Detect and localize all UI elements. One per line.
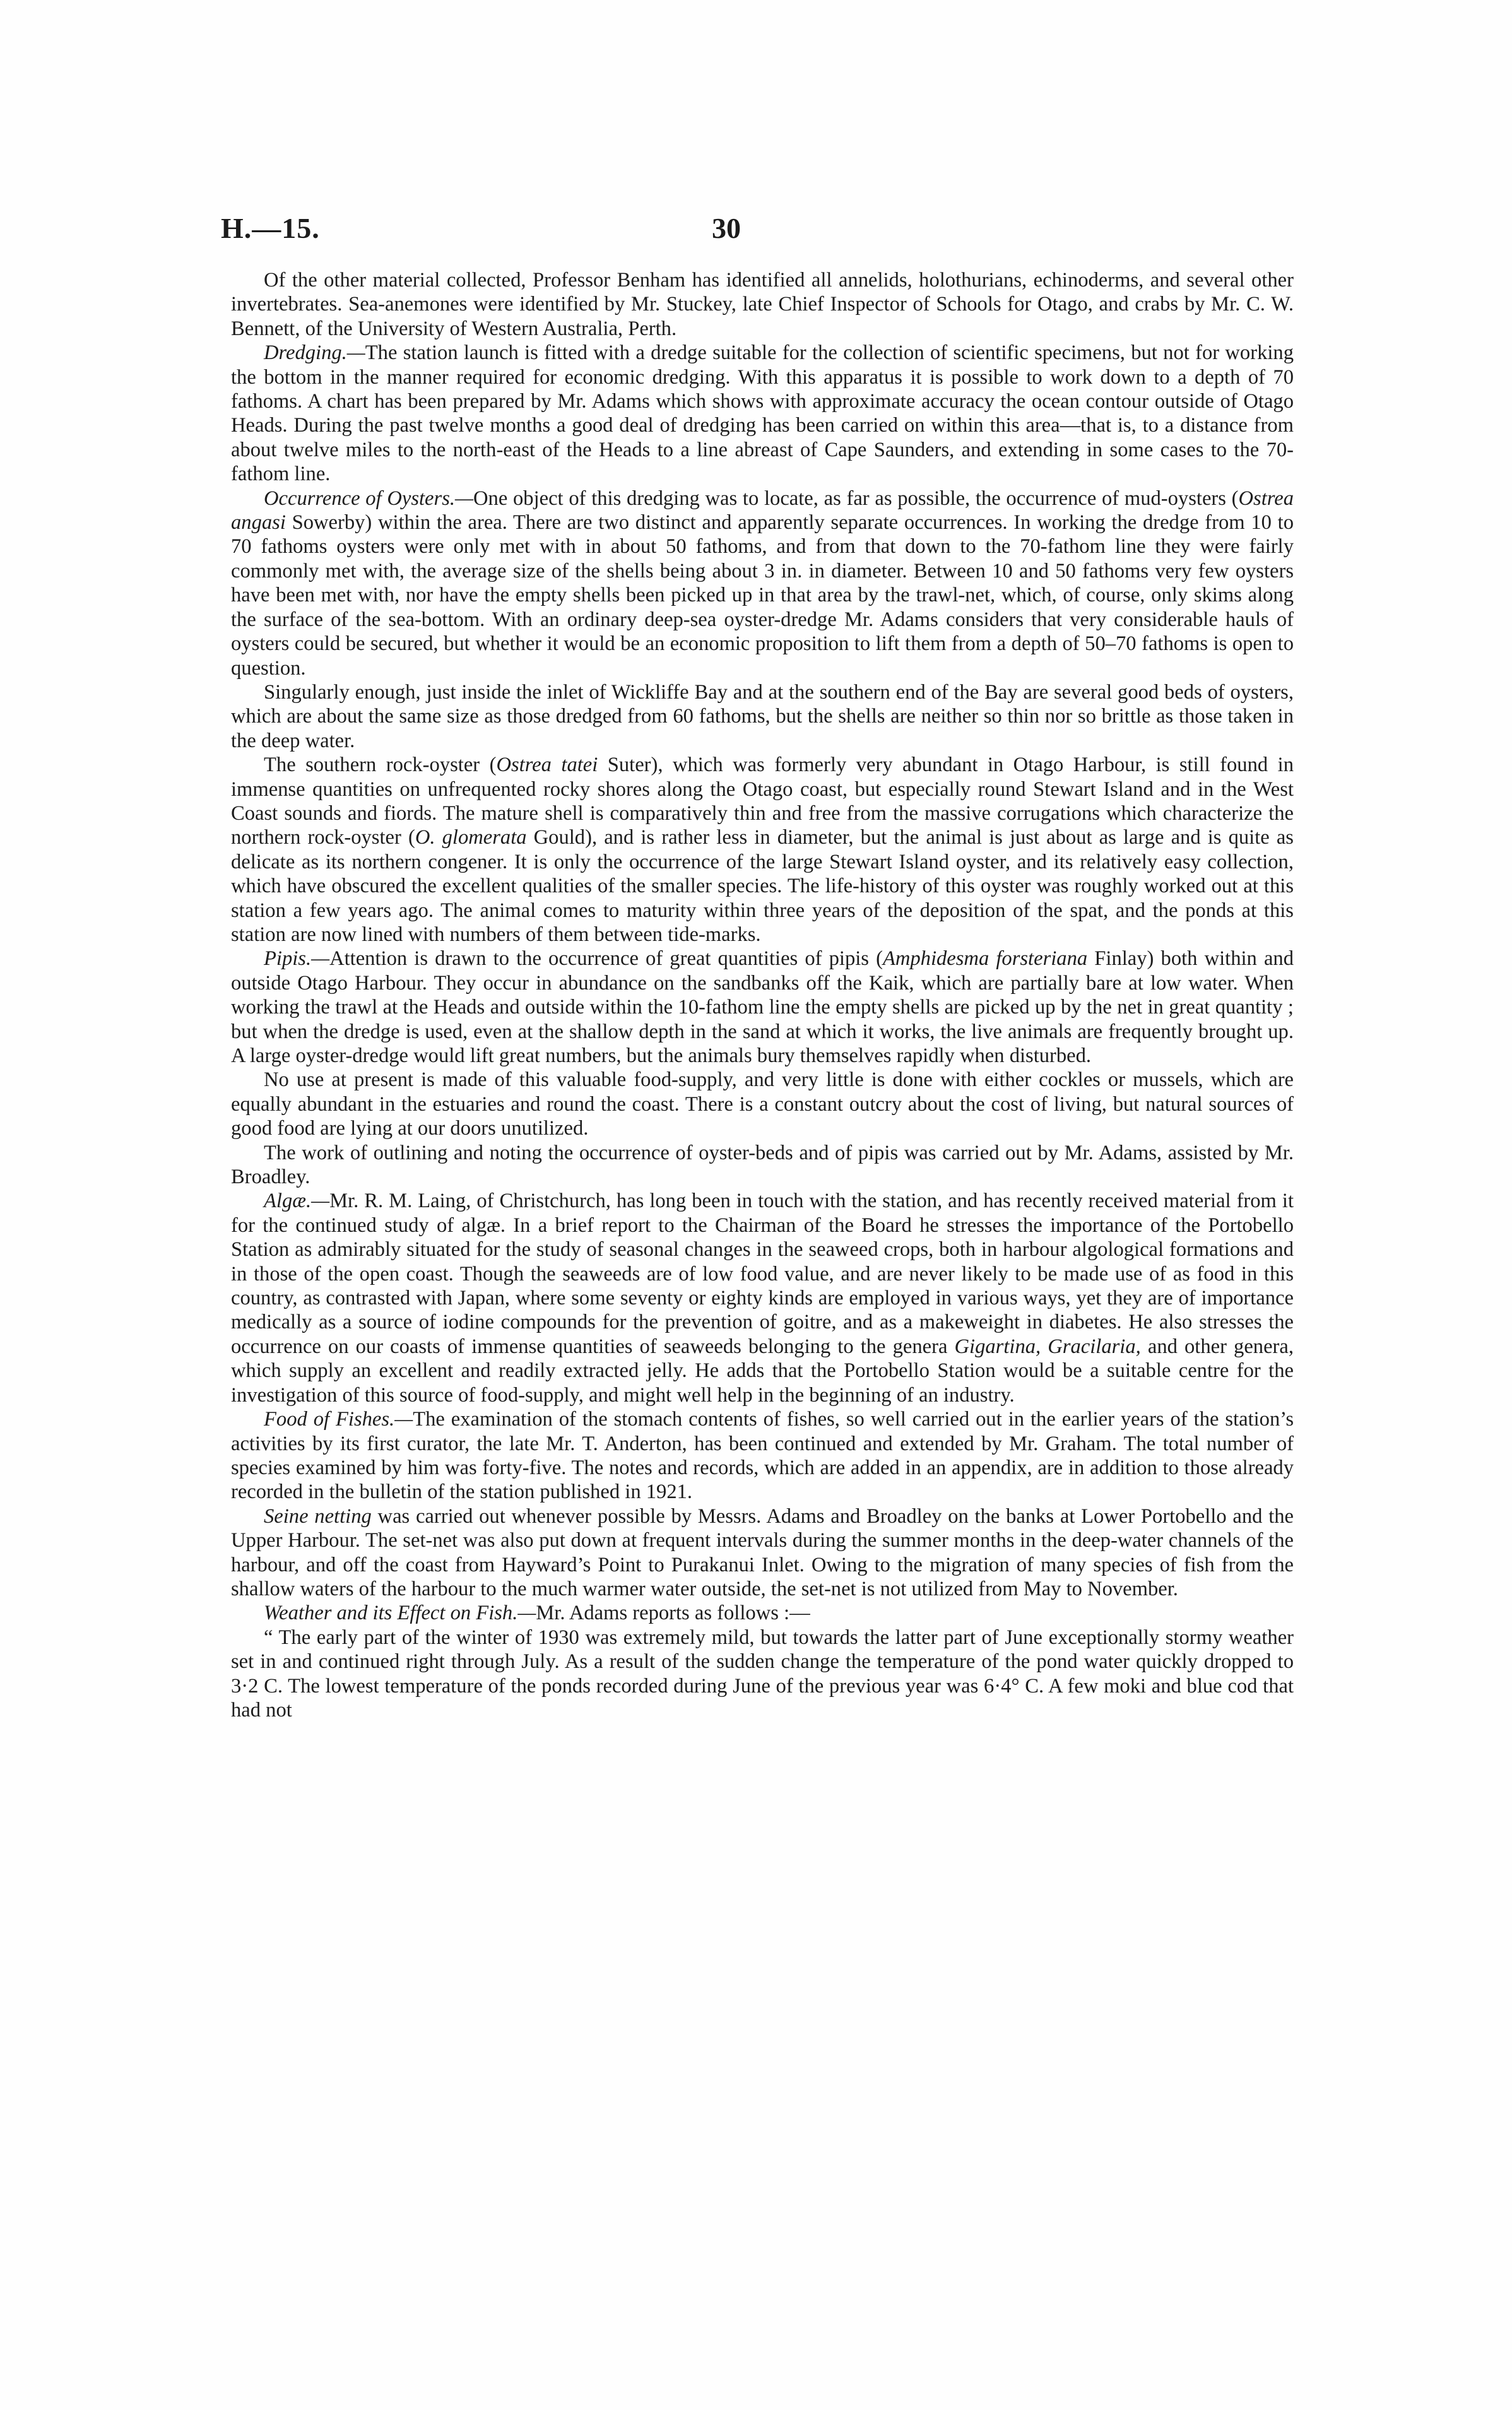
heading-pipis: Pipis.— xyxy=(264,947,330,971)
paragraph-dredging: Dredging.—The station launch is fitted with a dredge suitable for the collection of scientific specimens, but not for working the bottom in the manner required for economic dredging. With this apparatus it is possible to work down to a depth of 70 fathoms. A chart has been prepared by Mr. Adams which shows with approximate accuracy the ocean contour outside of Otago Heads. During the past twelve months a good deal of dredging has been carried on within this area—that is, to a distance from about twelve miles to the north-east of the Heads to a line abreast of Cape Saunders, and extending in some cases to the 70-fathom line. xyxy=(231,341,1294,486)
page-number: 30 xyxy=(712,212,741,244)
species-o-glomerata: O. glomerata xyxy=(415,826,527,849)
heading-algae: Algæ.— xyxy=(264,1190,330,1213)
species-ostrea-angasi: Ostrea angasi xyxy=(231,487,1294,535)
genera-gigartina: Gigartina, Gracilaria, xyxy=(954,1335,1141,1358)
paragraph-seine: Seine netting was carried out whenever possible by Messrs. Adams and Broadley on the banks at Lower Portobello and the Upper Harbour. The set-net was also put down at frequent intervals during the summer months in the deep-water channels of the harbour, and off the coast from Hayward’s Point to Purakanui Inlet. Owing to the migration of many species of fish from the shallow waters of the harbour to the much warmer water outside, the set-net is not utilized from May to November. xyxy=(231,1504,1294,1600)
paragraph-algae: Algæ.—Mr. R. M. Laing, of Christchurch, has long been in touch with the station, and has recently received material from it for the continued study of algæ. In a brief report to the Chairman of the Board he stresses the importance of the Portobello Station as admirably situated for the study of seasonal changes in the seaweed crops, both in harbour algological formations and in those of the open coast. Though the seaweeds are of low food value, and are never likely to be made use of as food in this country, as contrasted with Japan, where some seventy or eighty kinds are employed in various ways, yet they are of importance medically as a source of iodine compounds for the prevention of goitre, and as a makeweight in diabetes. He also stresses the occurrence on our coasts of immense quantities of seaweeds belonging to the genera Gigartina, Gracilaria, and other genera, which supply an excellent and readily extracted jelly. He adds that the Portobello Station would be a suitable centre for the investigation of this source of food-supply, and might well help in the beginning of an industry. xyxy=(231,1190,1294,1407)
paragraph-material: Of the other material collected, Professor Benham has identified all annelids, holothurians, echinoderms, and several other invertebrates. Sea-anemones were identified by Mr. Stuckey, late Chief Inspector of Schools for Otago, and crabs by Mr. C. W. Bennett, of the University of Western Australia, Perth. xyxy=(231,269,1294,340)
paragraph-food-fishes: Food of Fishes.—The examination of the stomach contents of fishes, so well carried out in the earlier years of the station’s activities by its first curator, the late Mr. T. Anderton, has been continued and extended by Mr. Graham. The total number of species examined by him was forty-five. The notes and records, which are added in an appendix, are in addition to those already recorded in the bulletin of the station published in 1921. xyxy=(231,1408,1294,1504)
heading-food-fishes: Food of Fishes.— xyxy=(264,1408,413,1431)
paragraph-quote: “ The early part of the winter of 1930 was extremely mild, but towards the latter part of June exceptionally stormy weather set in and continued right through July. As a result of the sudden change the temperature of the pond water quickly dropped to 3·2 C. The lowest temperature of the ponds recorded during June of the previous year was 6·4° C. A few moki and blue cod that had not xyxy=(231,1626,1294,1722)
paragraph-weather: Weather and its Effect on Fish.—Mr. Adams reports as follows :— xyxy=(264,1602,810,1625)
heading-weather: Weather and its Effect on Fish.— xyxy=(264,1602,536,1625)
paragraph-rock-oyster: The southern rock-oyster (Ostrea tatei Suter), which was formerly very abundant in Otago Harbour, is still found in immense quantities on unfrequented rocky shores along the Otago coast, but especially round Stewart Island and in the West Coast sounds and fiords. The mature shell is comparatively thin and free from the massive corrugations which characterize the northern rock-oyster (O. glomerata Gould), and is rather less in diameter, but the animal is just about as large and is quite as delicate as its northern congener. It is only the occurrence of the large Stewart Island oyster, and its relatively easy collection, which have obscured the excellent qualities of the smaller species. The life-history of this oyster was roughly worked out at this station a few years ago. The animal comes to maturity within three years of the deposition of the spat, and the ponds at this station are now lined with numbers of them between tide-marks. xyxy=(231,753,1294,946)
paragraph-wickliffe: Singularly enough, just inside the inlet of Wickliffe Bay and at the southern end of the Bay are several good beds of oysters, which are about the same size as those dredged from 60 fathoms, but the shells are neither so thin nor so brittle as those taken in the deep water. xyxy=(231,680,1294,752)
paragraph-food-supply: No use at present is made of this valuable food-supply, and very little is done with either cockles or mussels, which are equally abundant in the estuaries and round the coast. There is a constant outcry about the cost of living, but natural sources of good food are lying at our doors unutilized. xyxy=(231,1068,1294,1140)
body-text xyxy=(231,268,1294,1722)
species-ostrea-tatei: Ostrea tatei xyxy=(496,753,598,777)
paragraph-pipis: Pipis.—Attention is drawn to the occurrence of great quantities of pipis (Amphidesma forsteriana Finlay) both within and outside Otago Harbour. They occur in abundance on the sandbanks off the Kaik, which are partially bare at low water. When working the trawl at the Heads and outside within the 10-fathom line the empty shells are picked up by the net in great quantity ; but when the dredge is used, even at the shallow depth in the sand at which it works, the live animals are frequently brought up. A large oyster-dredge would lift great numbers, but the animals bury themselves rapidly when disturbed. xyxy=(231,947,1294,1067)
heading-seine: Seine netting xyxy=(264,1504,372,1528)
species-amphidesma: Amphidesma forsteriana xyxy=(882,947,1088,971)
heading-oysters: Occurrence of Oysters.— xyxy=(264,487,473,510)
paragraph-outlining: The work of outlining and noting the occurrence of oyster-beds and of pipis was carried out by Mr. Adams, assisted by Mr. Broadley. xyxy=(231,1141,1294,1189)
heading-dredging: Dredging.— xyxy=(264,341,365,365)
paragraph-oysters: Occurrence of Oysters.—One object of this dredging was to locate, as far as possible, the occurrence of mud-oysters (Ostrea angasi Sowerby) within the area. There are two distinct and apparently separate occurrences. In working the dredge from 10 to 70 fathoms oysters were only met with in about 50 fathoms, and from that down to the 70-fathom line they were fairly commonly met with, the average size of the shells being about 3 in. in diameter. Between 10 and 50 fathoms very few oysters have been met with, nor have the empty shells been picked up in that area by the trawl-net, which, of course, only skims along the surface of the sea-bottom. With an ordinary deep-sea oyster-dredge Mr. Adams considers that very considerable hauls of oysters could be secured, but whether it would be an economic proposition to lift them from a depth of 50–70 fathoms is open to question. xyxy=(231,487,1294,680)
report-code: H.—15. xyxy=(221,212,320,244)
